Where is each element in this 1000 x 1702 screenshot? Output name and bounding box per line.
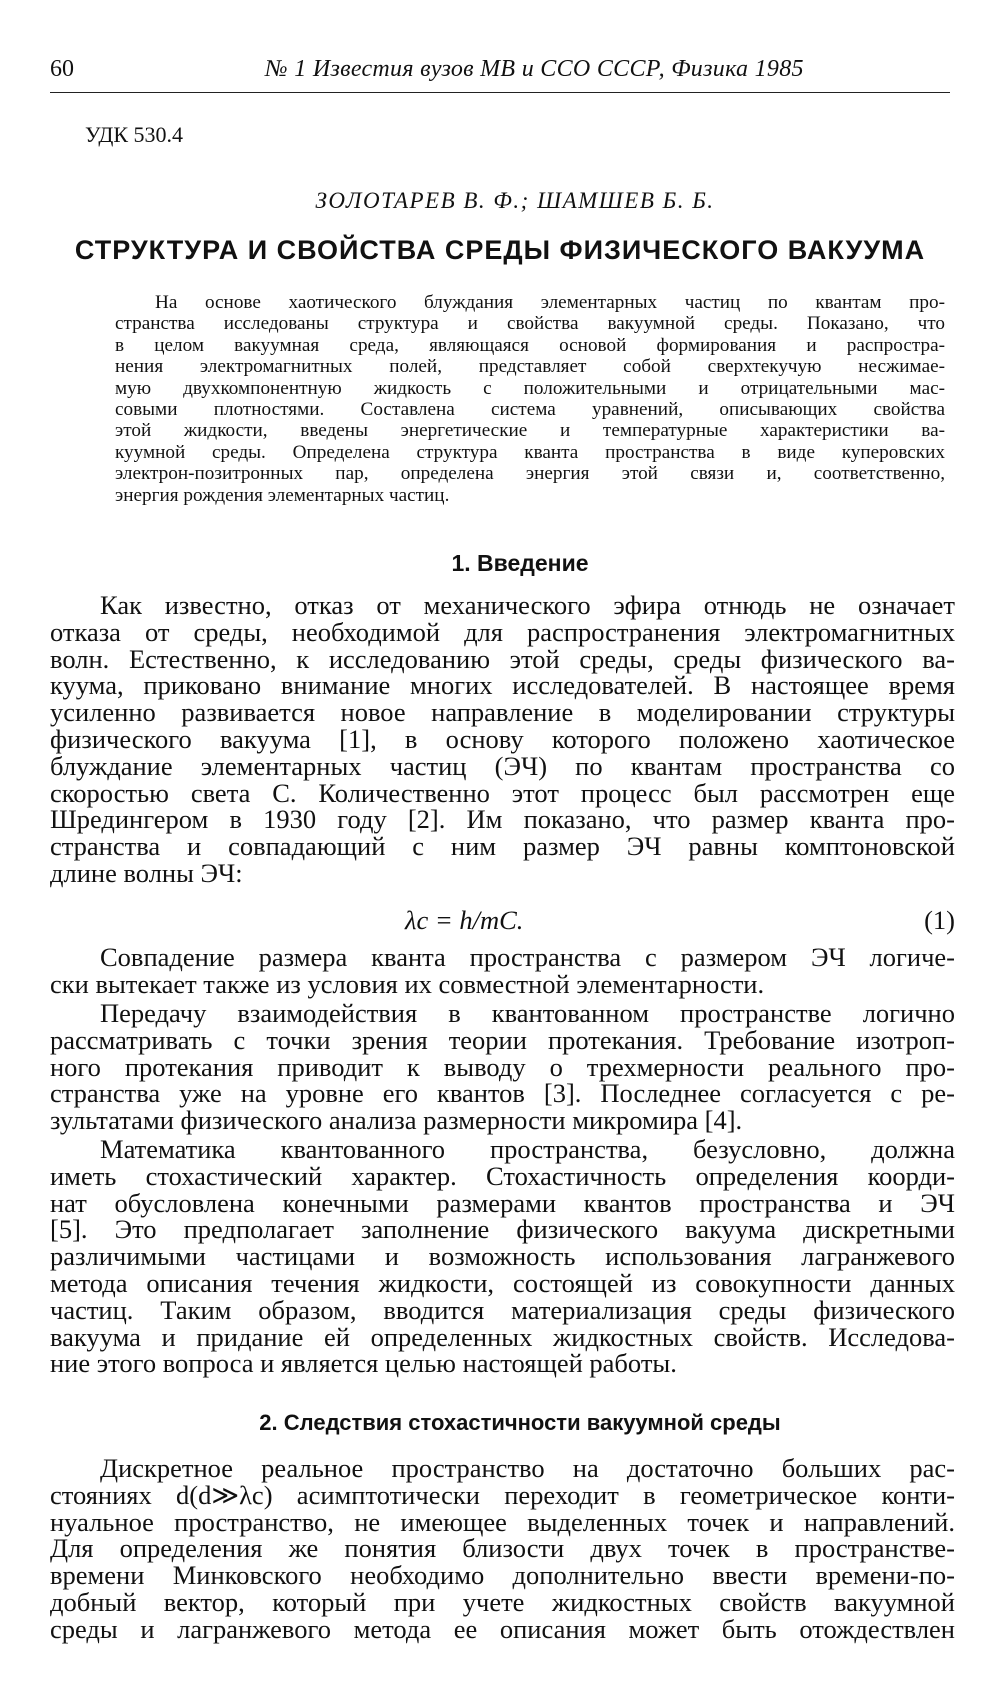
- paragraph-intro: [50, 592, 955, 887]
- abstract: [115, 292, 945, 506]
- text-line: рассматривать с точки зрения теории протекания. Требование изотроп-: [50, 1024, 955, 1055]
- text-line: волн. Естественно, к исследованию этой среды, среды физического ва-: [50, 643, 955, 674]
- journal-citation: № 1 Известия вузов МВ и ССО СССР, Физика 1985: [265, 56, 804, 82]
- text-line: отказа от среды, необходимой для распространения электромагнитных: [50, 616, 955, 647]
- text-line: усиленно развивается новое направление в моделировании структуры: [50, 697, 955, 728]
- abstract-line: в целом вакуумная среда, являющаяся основой формирования и распростра-: [115, 334, 945, 356]
- text-line: странства уже на уровне его квантов [3]. Последнее согласуется с ре-: [50, 1078, 955, 1109]
- text-line: добный вектор, который при учете жидкостных свойств вакуумной: [50, 1586, 955, 1617]
- abstract-line: странства исследованы структура и свойства вакуумной среды. Показано, что: [115, 313, 945, 335]
- text-line: физического вакуума [1], в основу которого положено хаотическое: [50, 723, 955, 754]
- page-number: 60: [50, 56, 74, 82]
- abstract-line: энергия рождения элементарных частиц.: [115, 484, 450, 506]
- paragraph-mathematics: [50, 1136, 955, 1377]
- text-line: Шредингером в 1930 году [2]. Им показано, что размер кванта про-: [50, 804, 955, 835]
- text-line: куума, приковано внимание многих исследователей. В настоящее время: [50, 670, 955, 701]
- text-line: Как известно, отказ от механического эфира отнюдь не означает: [100, 590, 955, 620]
- paragraph-discrete-space: [50, 1455, 955, 1643]
- equation-number: (1): [924, 905, 955, 935]
- abstract-line: этой жидкости, введены энергетические и температурные характеристики ва-: [115, 420, 945, 442]
- text-line: различимыми частицами и возможность использования лагранжевого: [50, 1241, 955, 1272]
- abstract-line: нения электромагнитных полей, представляет собой сверхтекучую несжимае-: [115, 356, 945, 378]
- text-line: ние этого вопроса и является целью настоящей работы.: [50, 1348, 677, 1379]
- text-line: Передачу взаимодействия в квантованном пространстве логично: [100, 998, 955, 1028]
- text-line: [5]. Это предполагает заполнение физического вакуума дискретными: [50, 1214, 955, 1245]
- running-header: [50, 52, 950, 93]
- text-line: Совпадение размера кванта пространства с размером ЭЧ логиче-: [100, 942, 955, 972]
- abstract-line: электрон-позитронных пар, определена энергия этой связи и, соответственно,: [115, 463, 945, 485]
- authors: ЗОЛОТАРЕВ В. Ф.; ШАМШЕВ Б. Б.: [315, 188, 715, 213]
- abstract-line: куумной среды. Определена структура кванта пространства в виде куперовских: [115, 441, 945, 463]
- abstract-line: На основе хаотического блуждания элементарных частиц по квантам про-: [155, 292, 945, 313]
- abstract-line: совыми плотностями. Составлена система уравнений, описывающих свойства: [115, 398, 945, 420]
- paragraph-coincidence: [50, 944, 955, 998]
- article-title: СТРУКТУРА И СВОЙСТВА СРЕДЫ ФИЗИЧЕСКОГО ВАКУУМА: [74, 235, 926, 265]
- equation-formula: λc = h/mC.: [405, 905, 524, 935]
- text-line: Для определения же понятия близости двух точек в пространстве-: [50, 1533, 955, 1564]
- section-heading-stochasticity: 2. Следствия стохастичности вакуумной среды: [259, 1410, 781, 1435]
- text-line: нат обусловлена конечными размерами квантов пространства и ЭЧ: [50, 1187, 955, 1218]
- text-line: скоростью света C. Количественно этот процесс был рассмотрен еще: [50, 777, 955, 808]
- text-line: иметь стохастический характер. Стохастичность определения коорди-: [50, 1160, 955, 1191]
- text-line: Математика квантованного пространства, безусловно, должна: [100, 1134, 955, 1164]
- text-line: ски вытекает также из условия их совместной элементарности.: [50, 968, 765, 999]
- section-heading-introduction: 1. Введение: [451, 550, 589, 576]
- text-line: блуждание элементарных частиц (ЭЧ) по квантам пространства со: [50, 750, 955, 781]
- text-line: странства и совпадающий с ним размер ЭЧ равны комптоновской: [50, 831, 955, 862]
- text-line: частиц. Таким образом, вводится материализация среды физического: [50, 1294, 955, 1325]
- text-line: зультатами физического анализа размерности микромира [4].: [50, 1105, 743, 1136]
- text-line: времени Минковского необходимо дополнительно ввести времени-по-: [50, 1560, 955, 1591]
- udc-code: УДК 530.4: [85, 122, 184, 147]
- text-line: ного протекания приводит к выводу о трехмерности реального про-: [50, 1051, 955, 1082]
- text-line: среды и лагранжевого метода ее описания может быть отождествлен: [50, 1613, 955, 1644]
- equation-1: [50, 905, 955, 935]
- text-line: метода описания течения жидкости, состоящей из совокупности данных: [50, 1267, 955, 1298]
- abstract-line: мую двухкомпонентную жидкость с положительными и отрицательными мас-: [115, 377, 945, 399]
- text-line: нуальное пространство, не имеющее выделенных точек и направлений.: [50, 1506, 955, 1537]
- text-line: стояниях d(d≫λc) асимптотически переходит в геометрическое конти-: [50, 1479, 955, 1510]
- paragraph-percolation: [50, 1000, 955, 1134]
- text-line: Дискретное реальное пространство на достаточно больших рас-: [100, 1453, 955, 1483]
- text-line: вакуума и придание ей определенных жидкостных свойств. Исследова-: [50, 1321, 955, 1352]
- text-line: длине волны ЭЧ:: [50, 857, 243, 888]
